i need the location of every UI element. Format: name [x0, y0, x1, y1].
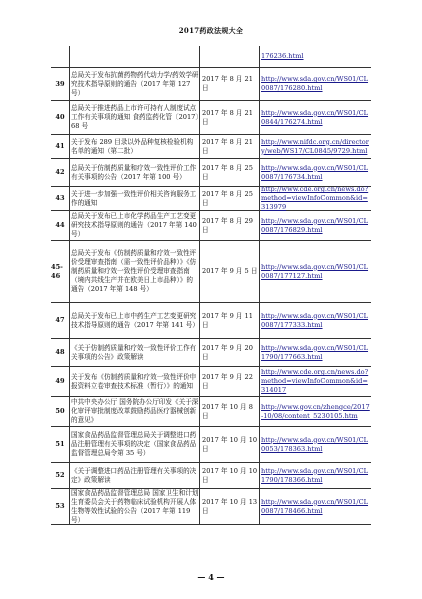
row-date: 2017 年 8 月 21 日	[202, 137, 253, 155]
row-url-link[interactable]: http://www.sda.gov.cn/WS01/CL0087/176734.html	[261, 163, 369, 181]
row-title: 《关于仿制药质量和疗效一致性评价工作有关事项的公告》政策解读	[71, 343, 197, 361]
table-row	[51, 303, 371, 339]
column-divider	[259, 135, 260, 158]
row-date: 2017 年 8 月 21 日	[202, 108, 253, 126]
row-date: 2017 年 9 月 20 日	[202, 343, 253, 361]
row-date: 2017 年 9 月 5 日	[202, 267, 258, 275]
row-title: 国家食品药品监督管理总局 国家卫生和计划生育委员会关于药物临床试验机构开展人体生物等效性试验的公告（2017 年第 119 号）	[71, 488, 199, 524]
row-title: 关于发布 289 目录以外品种复核检验机构名单的通知（第二批）	[71, 137, 194, 155]
column-divider	[259, 339, 260, 366]
column-divider	[259, 159, 260, 186]
table-row	[51, 427, 371, 463]
row-title: 总局关于仿制药质量和疗效一致性评价工作有关事项的公告（2017 年第 100 号）	[71, 163, 197, 181]
regulation-table	[51, 46, 371, 525]
column-divider	[199, 241, 200, 302]
row-title	[69, 46, 199, 67]
row-number: 52	[55, 471, 65, 479]
table-row	[51, 489, 371, 525]
table-row	[51, 241, 371, 303]
column-divider	[69, 427, 70, 462]
column-divider	[199, 68, 200, 100]
column-divider	[199, 135, 200, 158]
column-divider	[69, 159, 70, 186]
row-date: 2017 年 10 月 10 日	[202, 466, 258, 484]
column-divider	[199, 339, 200, 366]
row-title: 《关于调整进口药品注册管理有关事项的决定》政策解读	[71, 466, 197, 484]
row-url-link[interactable]: http://www.sda.gov.cn/WS01/CL0053/178363.html	[261, 435, 369, 453]
column-divider	[259, 68, 260, 100]
column-divider	[259, 397, 260, 426]
table-row	[51, 101, 371, 135]
row-url-link[interactable]: http://www.sda.gov.cn/WS01/CL0844/176274.html	[261, 108, 369, 126]
row-date	[199, 46, 259, 67]
row-date: 2017 年 9 月 22 日	[202, 372, 253, 390]
column-divider	[69, 367, 70, 396]
column-divider	[69, 46, 70, 67]
table-row	[51, 367, 371, 397]
row-number: 41	[55, 142, 65, 150]
column-divider	[69, 339, 70, 366]
column-divider	[259, 211, 260, 240]
column-divider	[69, 489, 70, 524]
column-divider	[199, 397, 200, 426]
column-divider	[259, 187, 260, 210]
column-divider	[259, 241, 260, 302]
row-number: 45-46	[51, 262, 63, 280]
row-title: 国家食品药品监督管理总局关于调整进口药品注册管理有关事项的决定（国家食品药品监督管理总局令第 35 号）	[71, 431, 197, 457]
column-divider	[259, 489, 260, 524]
row-url-link[interactable]: http://www.sda.gov.cn/WS01/CL0087/176280.html	[261, 75, 369, 92]
column-divider	[69, 397, 70, 426]
column-divider	[69, 303, 70, 338]
row-date: 2017 年 10 月 10 日	[202, 435, 258, 453]
column-divider	[199, 101, 200, 134]
column-divider	[199, 46, 200, 67]
table-row	[51, 187, 371, 211]
column-divider	[259, 101, 260, 134]
row-title: 中共中央办公厅 国务院办公厅印发《关于深化审评审批制度改革鼓励药品医疗器械创新的意见》	[71, 398, 199, 424]
row-number: 51	[55, 440, 65, 448]
row-number: 43	[55, 194, 65, 202]
row-url-link[interactable]: http://www.sda.gov.cn/WS01/CL0087/176829.html	[261, 216, 369, 234]
row-url-link[interactable]: http://www.sda.gov.cn/WS01/CL0087/177333.html	[261, 311, 369, 329]
row-date: 2017 年 10 月 13 日	[202, 497, 258, 515]
row-number: 53	[55, 502, 65, 510]
row-url-link[interactable]: http://www.cde.org.cn/news.do?method=viewInfoCommon&id=313979	[261, 185, 369, 211]
row-url-link[interactable]: http://www.nifdc.org.cn/directory/web/WS17/CL0845/9729.html	[261, 137, 369, 155]
column-divider	[69, 68, 70, 100]
row-number: 50	[55, 407, 65, 415]
row-date: 2017 年 8 月 25 日	[202, 189, 253, 207]
column-divider	[69, 241, 70, 302]
row-number: 39	[55, 79, 65, 88]
row-date: 2017 年 8 月 21 日	[202, 75, 253, 92]
row-title: 关于进一步加强一致性评价相关咨询服务工作的通知	[71, 189, 197, 207]
column-divider	[259, 427, 260, 462]
table-row	[51, 397, 371, 427]
page-number: — 4 —	[197, 572, 225, 582]
table-row	[51, 159, 371, 187]
row-url-link[interactable]: http://www.sda.gov.cn/WS01/CL1790/178366.html	[261, 466, 369, 484]
row-number	[51, 46, 69, 67]
column-divider	[69, 101, 70, 134]
row-title: 总局关于发布已上市中药生产工艺变更研究技术指导原则的通告（2017 年第 141 号）	[71, 311, 199, 329]
row-number: 49	[55, 377, 65, 385]
row-date: 2017 年 8 月 29 日	[202, 216, 253, 234]
table-row	[51, 135, 371, 159]
row-url-link[interactable]: http://www.sda.gov.cn/WS01/CL0087/177127.html	[261, 262, 369, 280]
table-row	[51, 211, 371, 241]
column-divider	[199, 367, 200, 396]
column-divider	[199, 489, 200, 524]
column-divider	[199, 159, 200, 186]
row-date: 2017 年 10 月 8 日	[202, 402, 253, 420]
row-number: 40	[55, 113, 65, 121]
column-divider	[259, 367, 260, 396]
running-header: 2017药政法规大全	[178, 26, 244, 35]
column-divider	[199, 427, 200, 462]
column-divider	[69, 187, 70, 210]
row-url-link[interactable]: http://www.cde.org.cn/news.do?method=viewInfoCommon&id=314017	[261, 368, 369, 394]
table-row	[51, 339, 371, 367]
column-divider	[199, 303, 200, 338]
row-date: 2017 年 8 月 25 日	[202, 163, 253, 181]
row-date: 2017 年 9 月 11 日	[202, 311, 253, 329]
column-divider	[69, 135, 70, 158]
column-divider	[259, 303, 260, 338]
column-divider	[69, 463, 70, 488]
column-divider	[259, 463, 260, 488]
table-row	[51, 463, 371, 489]
column-divider	[259, 46, 260, 67]
column-divider	[199, 187, 200, 210]
row-title: 关于发布《仿制药质量和疗效一致性评价申报资料立卷审查技术标准（暂行）》的通知	[71, 372, 197, 390]
table-row	[51, 46, 371, 68]
row-url-link[interactable]: http://www.gov.cn/zhengce/2017-10/08/content_5230105.htm	[261, 402, 370, 420]
row-number: 42	[55, 168, 65, 176]
row-url-link[interactable]: http://www.sda.gov.cn/WS01/CL0087/178466.html	[261, 497, 369, 515]
row-title: 总局关于推进药品上市许可持有人制度试点工作有关事项的通知 食药监药化管〔2017〕68 号	[71, 104, 199, 130]
row-number: 44	[55, 221, 65, 229]
column-divider	[199, 463, 200, 488]
row-number: 47	[55, 316, 65, 324]
row-url-link[interactable]: http://www.sda.gov.cn/WS01/CL1790/177663.html	[261, 343, 369, 361]
table-row	[51, 68, 371, 101]
column-divider	[69, 211, 70, 240]
row-title: 总局关于发布《仿制药质量和疗效一致性评价受理审查指南（需一致性评价品种）》《仿制药质量和疗效一致性评价受理审查指南（境内共线生产并在欧美日上市品种）》的通告（2017 年第 148 号）	[71, 249, 197, 293]
row-url-link[interactable]: 176236.html	[261, 52, 304, 60]
row-title: 总局关于发布已上市化学药品生产工艺变更研究技术指导原则的通告（2017 年第 140 号）	[71, 212, 197, 238]
row-title: 总局关于发布抗菌药物药代动力学/药效学研究技术指导原则的通告（2017 年第 127 号）	[71, 70, 199, 97]
column-divider	[199, 211, 200, 240]
row-number: 48	[55, 348, 65, 356]
